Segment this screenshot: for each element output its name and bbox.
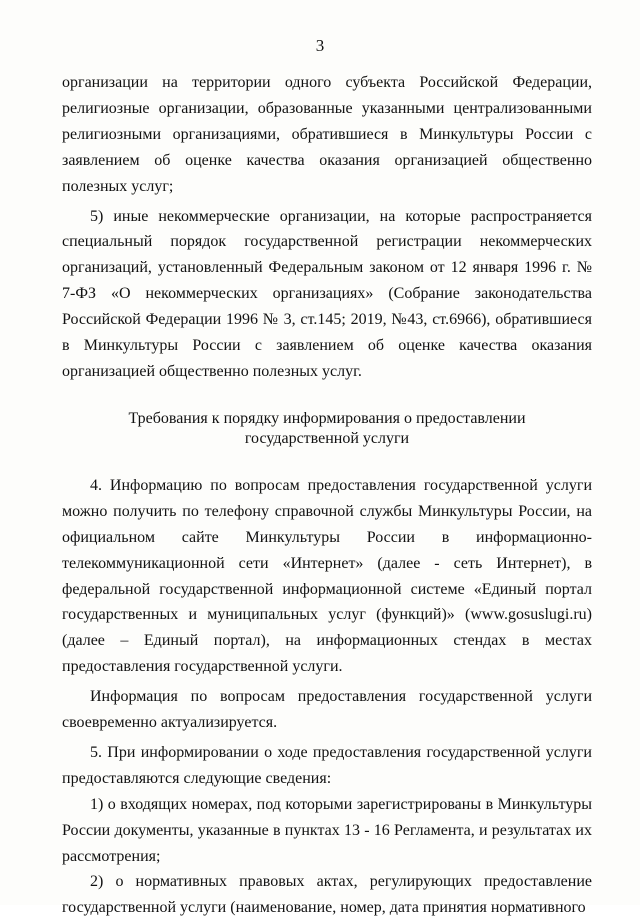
paragraph-information-update: Информация по вопросам предоставления государственной услуги своевременно актуализируется. <box>62 688 592 732</box>
paragraph-continuation: организации на территории одного субъекта Российской Федерации, религиозные организации, образованные указанными централизованными религиозными организациями, обратившиеся в Минкультуры России с заявлением об оценке качества оказания организацией общественно полезных услуг; <box>62 74 592 195</box>
page-number: 3 <box>315 36 325 55</box>
paragraph-item-5: 5) иные некоммерческие организации, на которые распространяется специальный порядок государственной регистрации некоммерческих организаций, установленный Федеральным законом от 12 января 1996 г. № 7-ФЗ «О некоммерческих организациях» (Собрание законодательства Российской Федерации 1996 № 3, ст.145; 2019, №43, ст.6966), обратившиеся в Минкультуры России с заявлением об оценке качества оказания организацией общественно полезных услуг. <box>62 207 592 380</box>
paragraph-point-5: 5. При информировании о ходе предоставления государственной услуги предоставляются следующие сведения: <box>62 743 592 787</box>
section-heading <box>62 409 592 449</box>
section-heading-line-2: государственной услуги <box>244 429 410 447</box>
paragraph-subitem-2: 2) о нормативных правовых актах, регулирующих предоставление государственной услуги (наименование, номер, дата принятия нормативного <box>62 873 592 917</box>
paragraph-subitem-1: 1) о входящих номерах, под которыми зарегистрированы в Минкультуры России документы, указанные в пунктах 13 - 16 Регламента, и результатах их рассмотрения; <box>62 795 592 865</box>
paragraph-point-4: 4. Информацию по вопросам предоставления государственной услуги можно получить по телефону справочной службы Минкультуры России, на официальном сайте Минкультуры России в информационно-телекоммуникационной сети «Интернет» (далее - сеть Интернет), в федеральной государственной информационной системе «Единый портал государственных и муниципальных услуг (функций)» (www.gosuslugi.ru) (далее – Единый портал), на информационных стендах в местах предоставления государственной услуги. <box>62 476 592 676</box>
document-body <box>62 70 592 921</box>
section-heading-line-1: Требования к порядку информирования о предоставлении <box>128 409 526 427</box>
